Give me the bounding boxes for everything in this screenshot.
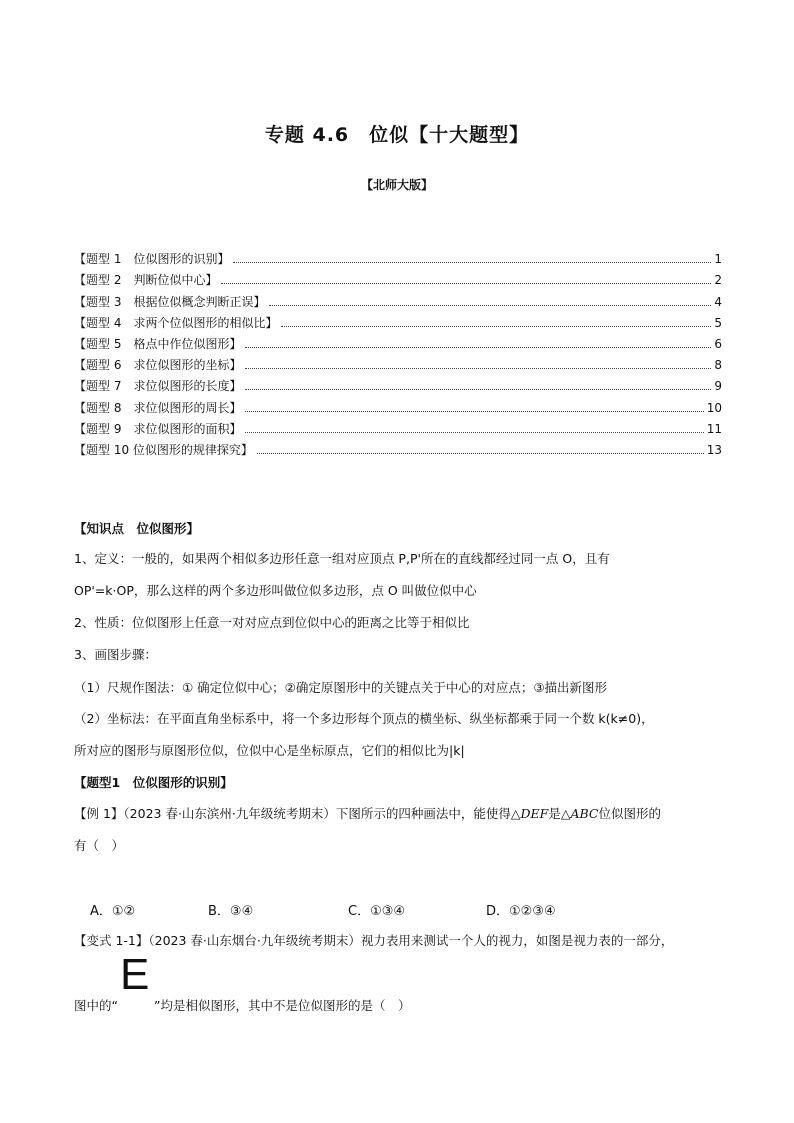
toc-item-label: 【题型 10 位似图形的规律探究】 xyxy=(74,442,253,457)
triangle-def-label: DEF xyxy=(520,806,549,821)
example-1-line-1 xyxy=(74,806,724,822)
toc-leader xyxy=(245,411,703,412)
option-d[interactable]: D．①②③④ xyxy=(486,904,556,919)
toc-item-page: 1 xyxy=(714,252,722,267)
toc-item[interactable] xyxy=(74,373,722,394)
option-b[interactable]: B．③④ xyxy=(208,904,254,919)
toc-item-label: 【题型 9 求位似图形的面积】 xyxy=(74,421,242,436)
toc-leader xyxy=(269,305,711,306)
toc-item-label: 【题型 4 求两个位似图形的相似比】 xyxy=(74,315,278,330)
toc-item-label: 【题型 2 判断位似中心】 xyxy=(74,273,218,288)
toc-item-page: 8 xyxy=(714,358,722,373)
toc-item-label: 【题型 3 根据位似概念判断正误】 xyxy=(74,294,266,309)
variant-1-1-line-2 xyxy=(74,998,724,1014)
step-1-text: （1）尺规作图法：① 确定位似中心；②确定原图形中的关键点关于中心的对应点；③描出新图形 xyxy=(74,680,608,695)
variant-text-pre: 图中的“ xyxy=(74,998,118,1013)
toc-item-page: 5 xyxy=(714,315,722,330)
toc-item-label: 【题型 5 格点中作位似图形】 xyxy=(74,336,242,351)
toc-leader xyxy=(245,432,703,433)
toc-item-page: 13 xyxy=(706,442,722,457)
option-c[interactable]: C．①③④ xyxy=(348,904,406,919)
toc-item-page: 6 xyxy=(714,336,722,351)
eye-chart-e-symbol: E xyxy=(120,950,150,999)
toc-item[interactable] xyxy=(74,352,722,373)
toc-leader xyxy=(245,347,711,348)
variant-1-1-line-1: 【变式 1-1】（2023 春·山东烟台·九年级统考期末）视力表用来测试一个人的视力，如图是视力表的一部分， xyxy=(74,933,674,948)
toc-item[interactable] xyxy=(74,310,722,331)
toc-item[interactable] xyxy=(74,267,722,288)
toc-item[interactable] xyxy=(74,288,722,309)
table-of-contents xyxy=(74,246,722,458)
toc-item-page: 11 xyxy=(706,421,722,436)
toc-item-page: 2 xyxy=(714,273,722,288)
toc-item[interactable] xyxy=(74,246,722,267)
page-title: 专题 4.6 位似【十大题型】 xyxy=(264,124,530,146)
variant-text-post: ”均是相似图形，其中不是位似图形的是（ ） xyxy=(153,998,411,1013)
toc-leader xyxy=(281,326,711,327)
toc-item-label: 【题型 7 求位似图形的长度】 xyxy=(74,379,242,394)
toc-leader xyxy=(245,389,711,390)
definition-line-2: OP'=k·OP，那么这样的两个多边形叫做位似多边形，点 O 叫做位似中心 xyxy=(74,583,477,598)
example-1-mid: 是△ xyxy=(548,806,571,821)
toc-leader xyxy=(221,283,711,284)
toc-item[interactable] xyxy=(74,416,722,437)
triangle-abc-label: ABC xyxy=(570,806,599,821)
toc-item-label: 【题型 6 求位似图形的坐标】 xyxy=(74,358,242,373)
section-1-heading: 【题型1 位似图形的识别】 xyxy=(74,775,233,790)
toc-leader xyxy=(245,368,711,369)
toc-item[interactable] xyxy=(74,437,722,458)
definition-line-1: 1、定义：一般的，如果两个相似多边形任意一组对应顶点 P,P'所在的直线都经过同一点 O，且有 xyxy=(74,551,610,566)
toc-item[interactable] xyxy=(74,394,722,415)
toc-leader xyxy=(257,453,704,454)
example-1-suffix: 位似图形的 xyxy=(598,806,662,821)
edition-label: 【北师大版】 xyxy=(360,178,433,192)
toc-item-page: 9 xyxy=(714,379,722,394)
example-1-line-2: 有（ ） xyxy=(74,838,125,853)
toc-item[interactable] xyxy=(74,331,722,352)
toc-item-label: 【题型 8 求位似图形的周长】 xyxy=(74,400,242,415)
toc-item-label: 【题型 1 位似图形的识别】 xyxy=(74,252,230,267)
knowledge-heading: 【知识点 位似图形】 xyxy=(74,521,200,536)
toc-leader xyxy=(233,262,711,263)
toc-item-page: 4 xyxy=(714,294,722,309)
step-2-line-1: （2）坐标法：在平面直角坐标系中，将一个多边形每个顶点的横坐标、纵坐标都乘于同一个数 k(k≠0)， xyxy=(74,711,654,726)
toc-item-page: 10 xyxy=(706,400,722,415)
step-2-line-2: 所对应的图形与原图形位似，位似中心是坐标原点，它们的相似比为|k| xyxy=(74,743,465,758)
option-a[interactable]: A．①② xyxy=(90,904,136,919)
property-text: 2、性质：位似图形上任意一对对应点到位似中心的距离之比等于相似比 xyxy=(74,615,470,630)
example-1-prefix: 【例 1】（2023 春·山东滨州·九年级统考期末）下图所示的四种画法中，能使得△ xyxy=(74,806,521,821)
steps-heading: 3、画图步骤： xyxy=(74,647,157,662)
